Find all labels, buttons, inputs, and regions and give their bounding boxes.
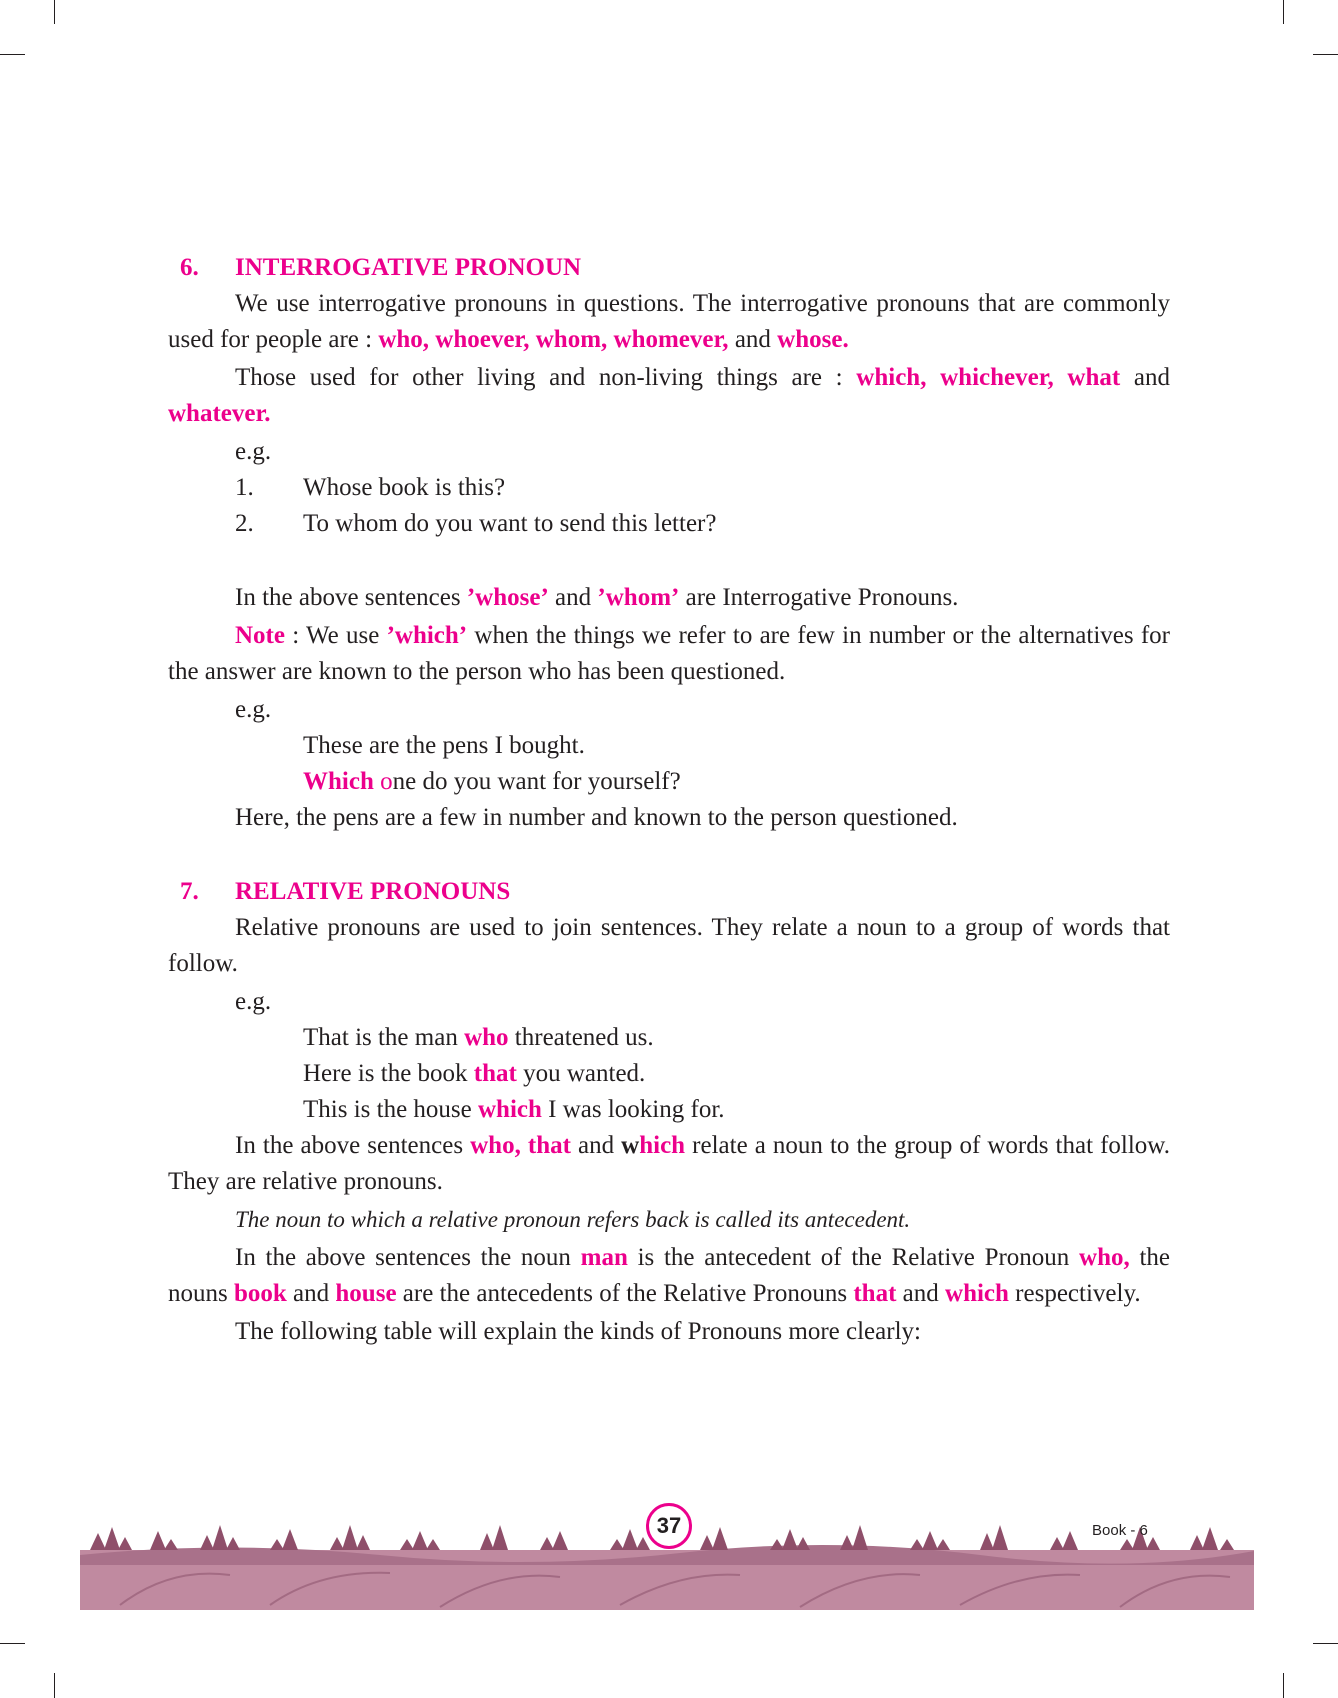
example-line: Which one do you want for yourself?	[303, 768, 681, 795]
list-item: 1. Whose book is this?	[235, 474, 506, 501]
section-heading-interrogative	[168, 250, 1170, 286]
crop-mark	[1283, 1673, 1284, 1698]
page-content	[168, 250, 1170, 1350]
crop-mark	[1283, 0, 1284, 24]
example-line: These are the pens I bought.	[303, 732, 585, 759]
page-number-badge: 37	[646, 1503, 692, 1549]
paragraph: The following table will explain the kinds of Pronouns more clearly:	[235, 1318, 921, 1345]
example-line: This is the house which I was looking for.	[303, 1096, 725, 1123]
paragraph: In the above sentences who, that and which relate a noun to the group of words that follow. They are relative pronouns.	[168, 1132, 1170, 1195]
section-title: RELATIVE PRONOUNS	[235, 878, 511, 905]
section-heading-relative	[168, 874, 1170, 910]
section-number: 6.	[180, 254, 199, 281]
crop-mark	[0, 54, 25, 55]
crop-mark	[54, 0, 55, 24]
section-number: 7.	[180, 878, 199, 905]
section-title: INTERROGATIVE PRONOUN	[235, 254, 582, 281]
example-line: That is the man who threatened us.	[303, 1024, 654, 1051]
crop-mark	[1313, 1643, 1338, 1644]
eg-label: e.g.	[235, 696, 272, 723]
eg-label: e.g.	[235, 438, 272, 465]
crop-mark	[54, 1673, 55, 1698]
paragraph: In the above sentences ’whose’ and ’whom’ are Interrogative Pronouns.	[235, 584, 959, 611]
paragraph: We use interrogative pronouns in questions. The interrogative pronouns that are commonly used for people are : who, whoever, whom, whomever, and whose.	[168, 290, 1170, 353]
eg-label: e.g.	[235, 988, 272, 1015]
paragraph: Here, the pens are a few in number and known to the person questioned.	[235, 804, 958, 831]
paragraph: Relative pronouns are used to join sentences. They relate a noun to a group of words that follow.	[168, 914, 1170, 977]
definition-italic: The noun to which a relative pronoun refers back is called its antecedent.	[235, 1207, 911, 1232]
book-label: Book - 6	[1092, 1522, 1148, 1539]
crop-mark	[1313, 54, 1338, 55]
note-paragraph: Note : We use ’which’ when the things we refer to are few in number or the alternatives for the answer are known to the person who has been questioned.	[168, 622, 1171, 685]
paragraph: Those used for other living and non-living things are : which, whichever, what and whatever.	[168, 364, 1170, 427]
paragraph: In the above sentences the noun man is the antecedent of the Relative Pronoun who, the nouns book and house are the antecedents of the Relative Pronouns that and which respectively.	[168, 1244, 1170, 1307]
example-line: Here is the book that you wanted.	[303, 1060, 646, 1087]
list-item: 2. To whom do you want to send this letter?	[235, 510, 717, 537]
crop-mark	[0, 1643, 25, 1644]
